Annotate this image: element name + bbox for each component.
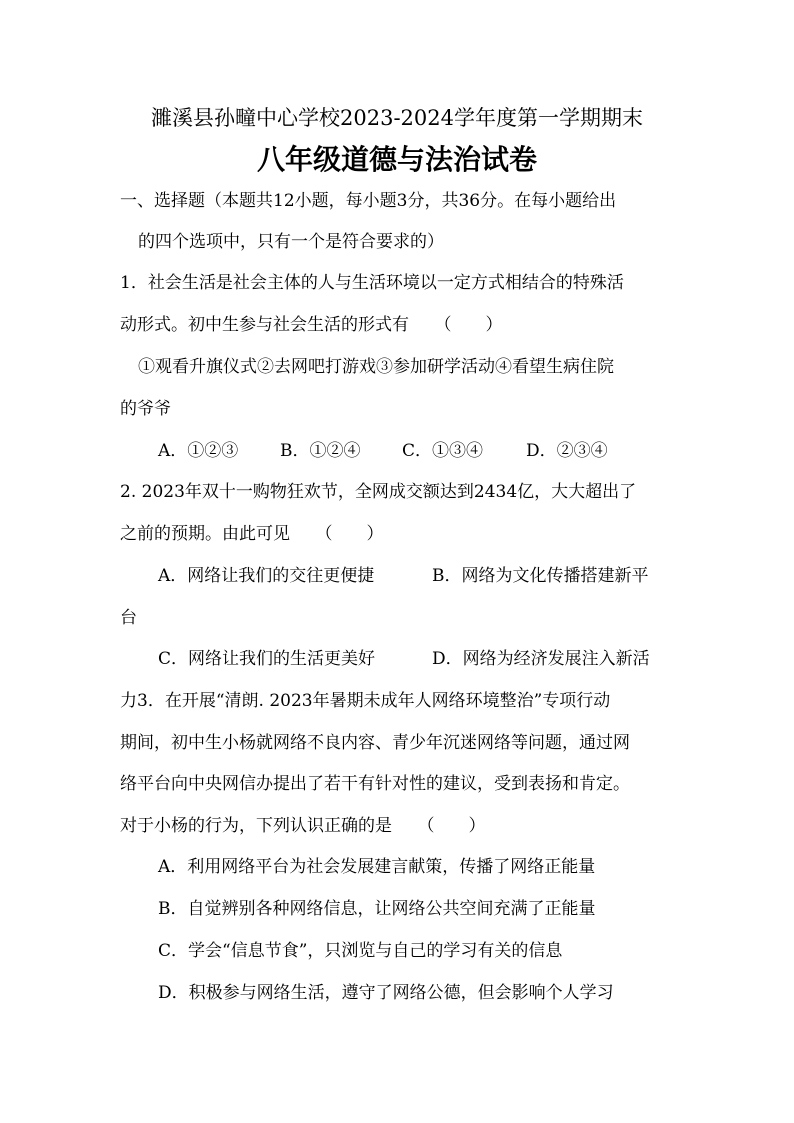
question-1-option-d: D．②③④ <box>526 441 608 461</box>
question-3-line3: 络平台向中央网信办提出了若干有针对性的建议，受到表扬和肯定。 <box>120 774 630 794</box>
question-1-line2: 动形式。初中生参与社会生活的形式有 （ ） <box>120 315 503 335</box>
exam-title: 八年级道德与法治试卷 <box>256 143 537 176</box>
question-2-option-a: A．网络让我们的交往更便捷 <box>158 566 375 586</box>
question-1-option-b: B．①②④ <box>280 441 361 461</box>
question-2-line1: 2. 2023年双十一购物狂欢节，全网成交额达到2434亿，大大超出了 <box>120 482 637 502</box>
question-1-option-a: A．①②③ <box>158 441 239 461</box>
question-2-option-d: D．网络为经济发展注入新活 <box>432 649 650 669</box>
question-3-line1: 力3．在开展“清朗. 2023年暑期未成年人网络环境整治”专项行动 <box>120 691 611 711</box>
question-1-line1: 1．社会生活是社会主体的人与生活环境以一定方式相结合的特殊活 <box>120 273 624 293</box>
question-2-option-c: C．网络让我们的生活更美好 <box>158 649 376 669</box>
question-3-option-d: D．积极参与网络生活，遵守了网络公德，但会影响个人学习 <box>158 983 614 1003</box>
question-1-line3: ①观看升旗仪式②去网吧打游戏③参加研学活动④看望生病住院 <box>138 357 614 377</box>
question-2-option-b: B．网络为文化传播搭建新平 <box>432 566 649 586</box>
question-3-option-c: C．学会“信息节食”，只浏览与自己的学习有关的信息 <box>158 941 563 961</box>
question-1-option-c: C．①③④ <box>402 441 484 461</box>
section-heading-line1: 一、选择题（本题共12小题，每小题3分，共36分。在每小题给出 <box>120 191 617 211</box>
question-2-option-b-cont: 台 <box>120 608 137 628</box>
school-title: 濉溪县孙疃中心学校2023-2024学年度第一学期期末 <box>151 106 643 130</box>
question-3-option-b: B．自觉辨别各种网络信息，让网络公共空间充满了正能量 <box>158 899 596 919</box>
section-heading-line2: 的四个选项中，只有一个是符合要求的） <box>138 232 444 252</box>
question-1-line4: 的爷爷 <box>120 399 171 419</box>
question-3-line2: 期间，初中生小杨就网络不良内容、青少年沉迷网络等问题，通过网 <box>120 733 630 753</box>
question-3-line4: 对于小杨的行为，下列认识正确的是 （ ） <box>120 816 486 836</box>
question-3-option-a: A．利用网络平台为社会发展建言献策，传播了网络正能量 <box>158 857 596 877</box>
question-2-line2: 之前的预期。由此可见 （ ） <box>120 524 384 544</box>
